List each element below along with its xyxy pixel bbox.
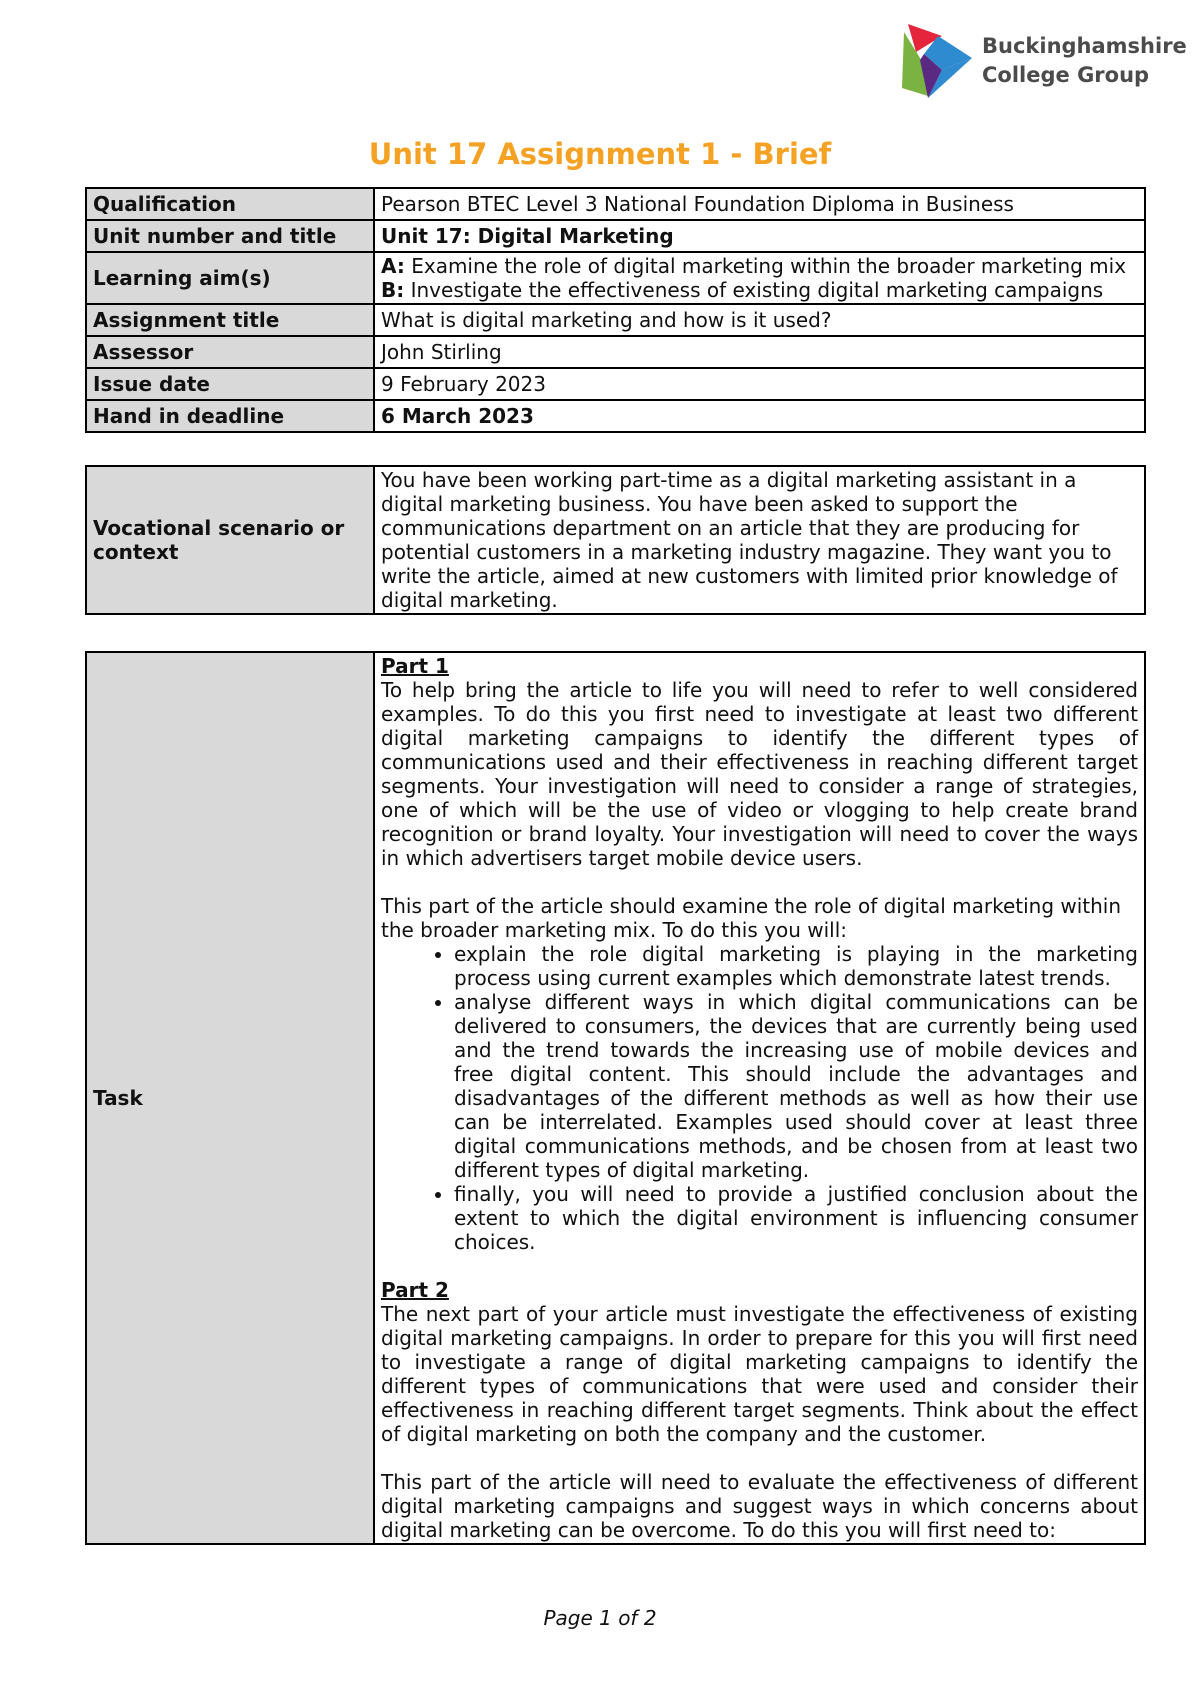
learning-aims-value bbox=[374, 252, 1145, 304]
row-qualification bbox=[86, 188, 1145, 220]
row-assessor bbox=[86, 336, 1145, 368]
logo-line-1: Buckinghamshire bbox=[982, 34, 1187, 58]
aim-a bbox=[381, 254, 1138, 278]
page-number: Page 1 of 2 bbox=[543, 1606, 657, 1630]
scenario-table bbox=[85, 465, 1146, 615]
task-content bbox=[374, 652, 1145, 1544]
row-assignment-title bbox=[86, 304, 1145, 336]
bullet-item: • finally, you will need to provide a justified conclusion about the extent to which the digital environment is influencing consumer choices. bbox=[454, 1182, 1138, 1254]
assignment-title-label: Assignment title bbox=[86, 304, 374, 336]
aim-b-prefix: B: bbox=[381, 278, 405, 302]
row-scenario bbox=[86, 466, 1145, 614]
college-logo bbox=[898, 18, 1187, 106]
college-logo-mark bbox=[898, 18, 982, 106]
part-1-heading: Part 1 bbox=[381, 654, 449, 678]
assignment-title-value: What is digital marketing and how is it used? bbox=[374, 304, 1145, 336]
part-2-intro: The next part of your article must investigate the effectiveness of existing digital marketing campaigns. In order to prepare for this you will first need to investigate a range of digital marketing campaigns to identify the different types of communications that were used and consider their effectiveness in reaching different target segments. Think about the effect of digital marketing on both the company and the customer. bbox=[381, 1302, 1138, 1446]
aim-a-prefix: A: bbox=[381, 254, 405, 278]
assessor-value: John Stirling bbox=[374, 336, 1145, 368]
deadline-label: Hand in deadline bbox=[86, 400, 374, 432]
bullet-item: • analyse different ways in which digital communications can be delivered to consumers, the devices that are currently being used and the trend towards the increasing use of mobile devices and free digital content. This should include the advantages and disadvantages of the different methods as well as how their use can be interrelated. Examples used should cover at least three digital communications methods, and be chosen from at least two different types of digital marketing. bbox=[454, 990, 1138, 1182]
assessor-label: Assessor bbox=[86, 336, 374, 368]
scenario-label: Vocational scenario or context bbox=[86, 466, 374, 614]
task-table bbox=[85, 651, 1146, 1545]
scenario-text: You have been working part-time as a digital marketing assistant in a digital marketing business. You have been asked to support the communications department on an article that they are producing for potential customers in a marketing industry magazine. They want you to write the article, aimed at new customers with limited prior knowledge of digital marketing. bbox=[374, 466, 1145, 614]
qualification-value: Pearson BTEC Level 3 National Foundation Diploma in Business bbox=[374, 188, 1145, 220]
row-unit bbox=[86, 220, 1145, 252]
aim-b bbox=[381, 278, 1138, 302]
bullet-item: • explain the role digital marketing is playing in the marketing process using current examples which demonstrate latest trends. bbox=[454, 942, 1138, 990]
document-title: Unit 17 Assignment 1 - Brief bbox=[368, 137, 832, 171]
part-1-intro: To help bring the article to life you will need to refer to well considered examples. To do this you first need to investigate at least two different digital marketing campaigns to identify the different types of communications used and their effectiveness in reaching different target segments. Your investigation will need to consider a range of strategies, one of which will be the use of video or vlogging to help create brand recognition or brand loyalty. Your investigation will need to cover the ways in which advertisers target mobile device users. bbox=[381, 678, 1138, 870]
part-1-bullet-list bbox=[381, 942, 1138, 1254]
aim-a-text: Examine the role of digital marketing within the broader marketing mix bbox=[404, 254, 1127, 278]
assignment-details-table bbox=[85, 187, 1146, 433]
part-2-lead: This part of the article will need to evaluate the effectiveness of different digital marketing campaigns and suggest ways in which concerns about digital marketing can be overcome. To do this you will first need to: bbox=[381, 1470, 1138, 1542]
row-learning-aims bbox=[86, 252, 1145, 304]
part-1-lead: This part of the article should examine the role of digital marketing within the broader marketing mix. To do this you will: bbox=[381, 894, 1122, 942]
unit-value: Unit 17: Digital Marketing bbox=[374, 220, 1145, 252]
qualification-label: Qualification bbox=[86, 188, 374, 220]
task-label: Task bbox=[86, 652, 374, 1544]
row-deadline bbox=[86, 400, 1145, 432]
issue-date-value: 9 February 2023 bbox=[374, 368, 1145, 400]
aim-b-text: Investigate the effectiveness of existing digital marketing campaigns bbox=[404, 278, 1104, 302]
unit-label: Unit number and title bbox=[86, 220, 374, 252]
issue-date-label: Issue date bbox=[86, 368, 374, 400]
row-issue-date bbox=[86, 368, 1145, 400]
logo-wordmark bbox=[982, 32, 1187, 90]
learning-aims-label: Learning aim(s) bbox=[86, 252, 374, 304]
part-2-heading: Part 2 bbox=[381, 1278, 449, 1302]
row-task bbox=[86, 652, 1145, 1544]
deadline-value: 6 March 2023 bbox=[374, 400, 1145, 432]
logo-line-2: College Group bbox=[982, 63, 1150, 87]
